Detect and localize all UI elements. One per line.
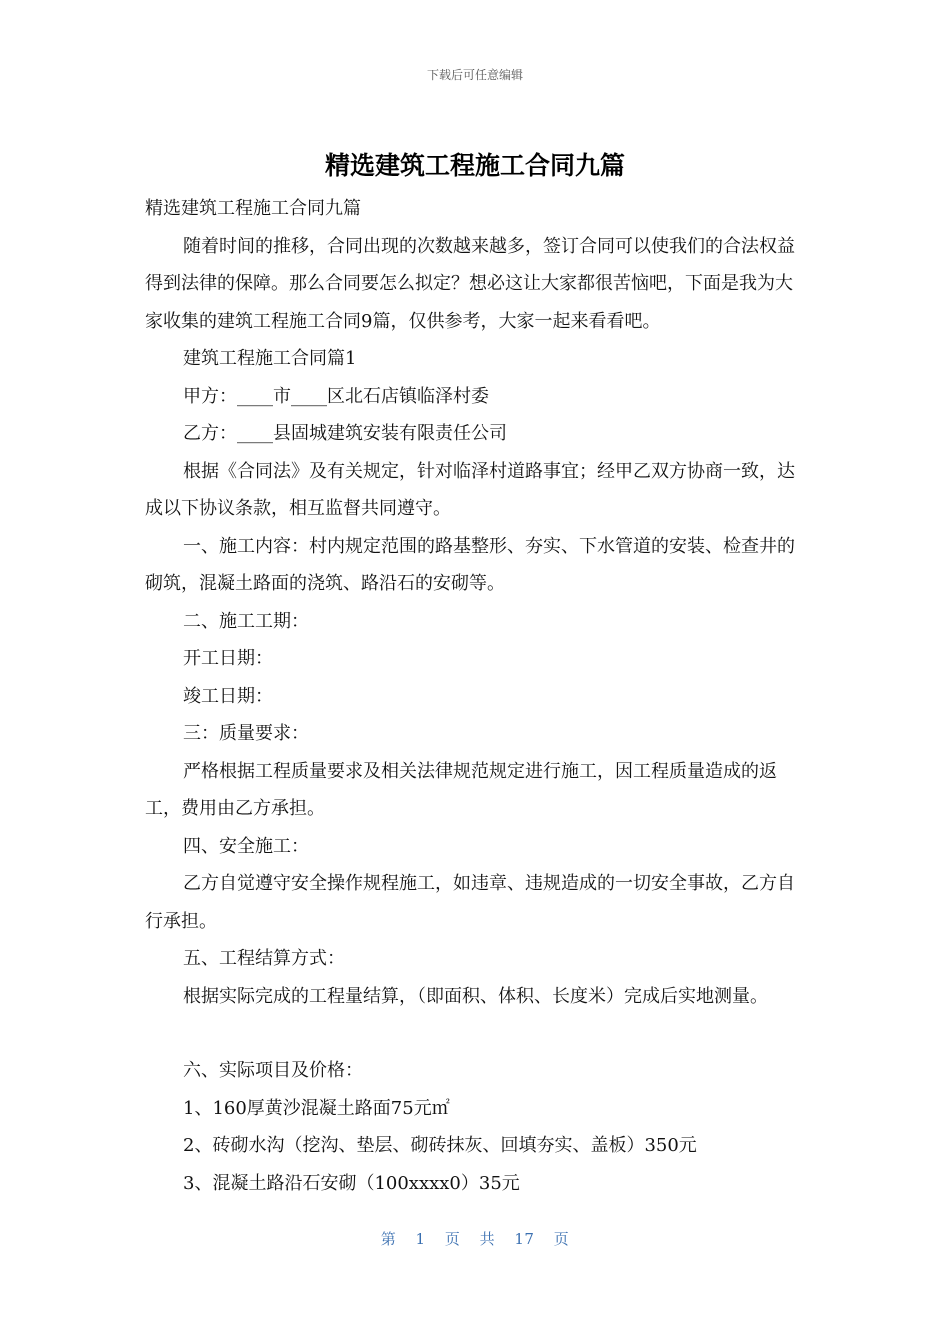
header-note: 下载后可任意编辑 — [426, 68, 523, 82]
party-a-line: 甲方：____市____区北石店镇临泽村委 — [183, 385, 489, 407]
clause-2-heading: 二、施工工期： — [183, 610, 309, 632]
subtitle-line: 精选建筑工程施工合同九篇 — [145, 198, 361, 219]
clause-4-heading: 四、安全施工： — [183, 835, 309, 857]
completion-date-line: 竣工日期： — [183, 685, 273, 707]
start-date-line: 开工日期： — [183, 648, 273, 669]
clause-3-heading: 三：质量要求： — [183, 723, 309, 744]
document-title: 精选建筑工程施工合同九篇 — [324, 151, 625, 180]
clause-5-body: 根据实际完成的工程量结算，（即面积、体积、长度米）完成后实地测量。 — [183, 985, 768, 1007]
clause-3-body: 严格根据工程质量要求及相关法律规范规定进行施工，因工程质量造成的返工，费用由乙方承担。 — [145, 760, 777, 819]
section-heading: 建筑工程施工合同篇1 — [183, 348, 357, 369]
clause-1: 一、施工内容：村内规定范围的路基整形、夯实、下水管道的安装、检查井的砌筑，混凝土路面的浇筑、路沿石的安砌等。 — [145, 535, 795, 594]
party-b-line: 乙方：____县固城建筑安装有限责任公司 — [183, 423, 507, 444]
clause-4-body: 乙方自觉遵守安全操作规程施工，如违章、违规造成的一切安全事故，乙方自行承担。 — [145, 873, 795, 932]
price-item-1: 1、160厚黄沙混凝土路面75元㎡ — [183, 1097, 450, 1119]
page-number-footer: 第 1 页 共 17 页 — [380, 1230, 570, 1248]
clause-5-heading: 五、工程结算方式： — [183, 948, 345, 969]
intro-paragraph: 随着时间的推移，合同出现的次数越来越多，签订合同可以使我们的合法权益得到法律的保障。那么合同要怎么拟定？想必这让大家都很苦恼吧，下面是我为大家收集的建筑工程施工合同9篇，仅供参考，大家一起来看看吧。 — [145, 235, 795, 332]
document-body — [145, 190, 810, 1202]
price-item-2: 2、砖砌水沟（挖沟、垫层、砌砖抹灰、回填夯实、盖板）350元 — [183, 1135, 697, 1156]
preamble-paragraph: 根据《合同法》及有关规定，针对临泽村道路事宜；经甲乙双方协商一致，达成以下协议条款，相互监督共同遵守。 — [145, 460, 795, 519]
price-item-3: 3、混凝土路沿石安砌（100xxxx0）35元 — [183, 1172, 520, 1194]
clause-6-heading: 六、实际项目及价格： — [183, 1060, 363, 1081]
